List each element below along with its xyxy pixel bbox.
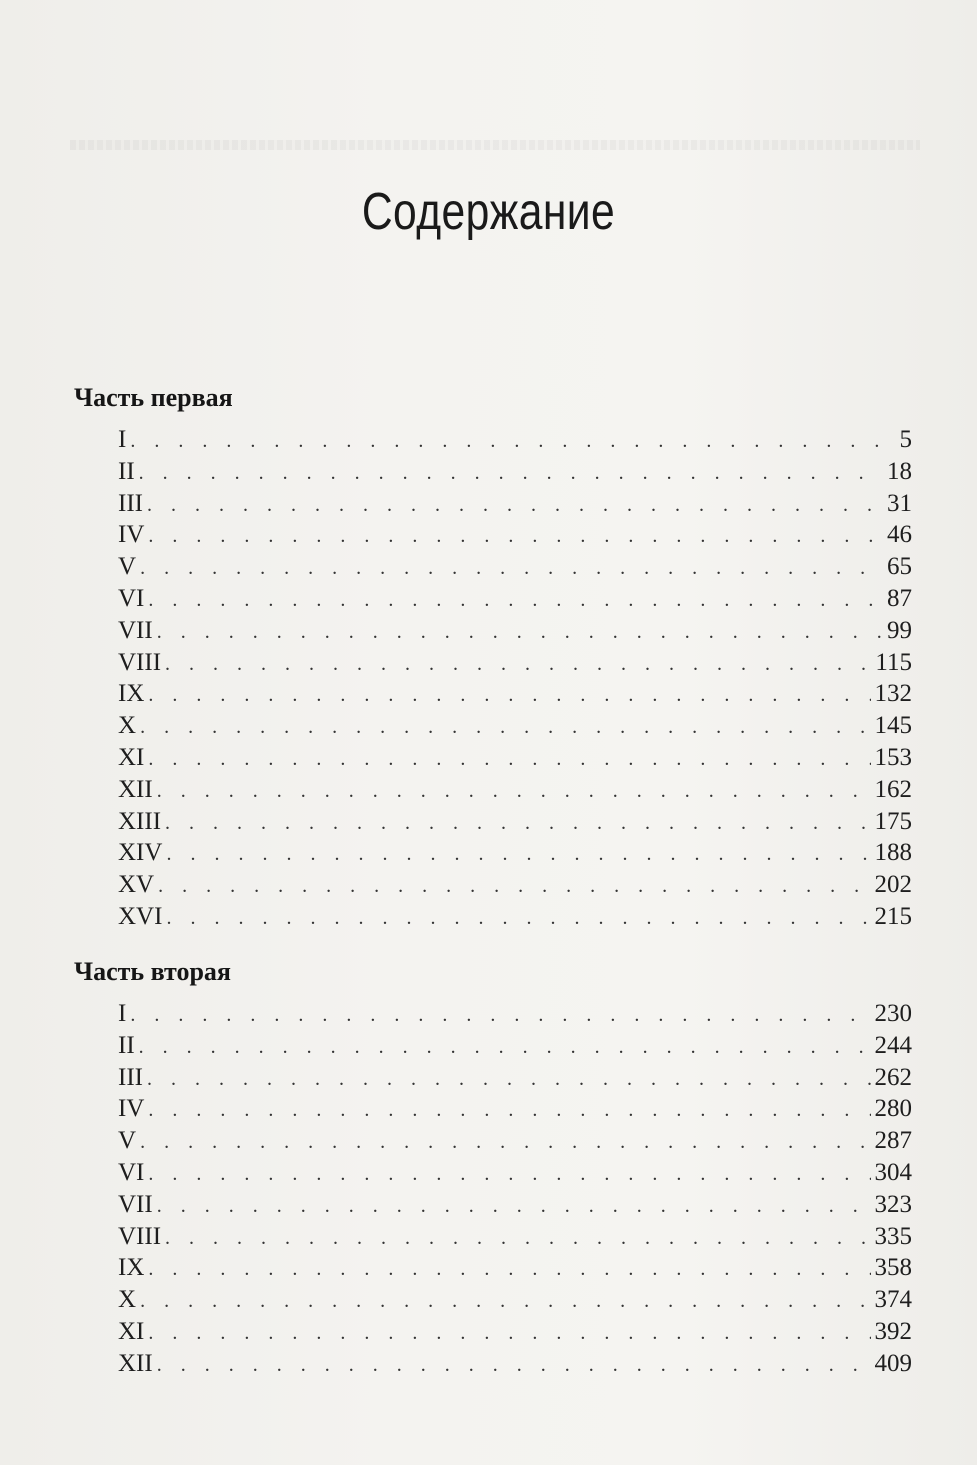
page-number: 392 xyxy=(874,1317,912,1345)
page-number: 188 xyxy=(874,839,912,867)
toc-part-two xyxy=(74,954,912,1380)
dot-leader xyxy=(147,1064,871,1096)
page-number: 304 xyxy=(874,1158,912,1186)
toc-entry xyxy=(74,901,912,933)
toc-entry xyxy=(74,1093,912,1125)
toc-entry xyxy=(74,1125,912,1157)
dot-leader xyxy=(148,1159,870,1191)
page-number: 115 xyxy=(875,648,912,676)
toc-entry xyxy=(74,1252,912,1284)
page-number: 145 xyxy=(874,712,912,740)
toc-entry xyxy=(74,1221,912,1253)
toc-entry xyxy=(74,869,912,901)
chapter-number: XIII xyxy=(118,807,162,835)
chapter-number: VI xyxy=(118,584,145,612)
toc-entry xyxy=(74,742,912,774)
dot-leader xyxy=(165,1223,870,1255)
toc-entry xyxy=(74,710,912,742)
dot-leader xyxy=(140,553,883,585)
toc-entry-list xyxy=(74,424,912,933)
chapter-number: VII xyxy=(118,616,153,644)
dot-leader xyxy=(130,1000,870,1032)
chapter-number: I xyxy=(118,426,127,453)
page-number: 358 xyxy=(874,1254,912,1282)
chapter-number: VI xyxy=(118,1158,145,1186)
toc-entry xyxy=(74,424,912,456)
chapter-number: V xyxy=(118,553,137,581)
toc-entry xyxy=(74,1157,912,1189)
toc-entry xyxy=(74,678,912,710)
show-through-rule xyxy=(70,140,920,150)
toc-entry xyxy=(74,1316,912,1348)
dot-leader xyxy=(140,1286,870,1318)
page-number: 244 xyxy=(874,1031,912,1059)
chapter-number: XVI xyxy=(118,902,163,930)
chapter-number: VIII xyxy=(118,1222,162,1250)
part-heading: Часть первая xyxy=(74,383,233,412)
toc-entry xyxy=(74,1284,912,1316)
chapter-number: XII xyxy=(118,1349,153,1377)
chapter-number: XV xyxy=(118,871,155,899)
toc-entry xyxy=(74,1348,912,1380)
dot-leader xyxy=(140,712,870,744)
toc-entry xyxy=(74,1189,912,1221)
dot-leader xyxy=(140,1127,870,1159)
chapter-number: X xyxy=(118,712,137,740)
chapter-number: VIII xyxy=(118,648,162,676)
dot-leader xyxy=(148,680,870,712)
dot-leader xyxy=(157,617,883,649)
toc-entry xyxy=(74,519,912,551)
toc-entry xyxy=(74,456,912,488)
page-number: 5 xyxy=(899,426,912,453)
chapter-number: IX xyxy=(118,1254,145,1282)
toc-part-one xyxy=(74,380,912,933)
page-number: 87 xyxy=(887,584,912,612)
toc-entry xyxy=(74,806,912,838)
dot-leader xyxy=(158,871,870,903)
chapter-number: IX xyxy=(118,680,145,708)
chapter-number: III xyxy=(118,489,143,517)
chapter-number: V xyxy=(118,1127,137,1155)
page-number: 153 xyxy=(874,743,912,771)
page-number: 46 xyxy=(887,521,912,549)
toc-entry xyxy=(74,1062,912,1094)
page-number: 202 xyxy=(874,871,912,899)
dot-leader xyxy=(166,903,870,935)
dot-leader xyxy=(148,521,883,553)
dot-leader xyxy=(157,776,871,808)
dot-leader xyxy=(165,808,870,840)
page-number: 287 xyxy=(874,1127,912,1155)
dot-leader xyxy=(148,1318,870,1350)
page-number: 18 xyxy=(887,457,912,485)
page-number: 409 xyxy=(874,1349,912,1377)
page-number: 374 xyxy=(874,1286,912,1314)
toc-entry xyxy=(74,551,912,583)
chapter-number: XIV xyxy=(118,839,163,867)
dot-leader xyxy=(148,1254,870,1286)
page-number: 175 xyxy=(874,807,912,835)
chapter-number: XII xyxy=(118,775,153,803)
dot-leader xyxy=(165,649,871,681)
toc-entry-list xyxy=(74,998,912,1380)
chapter-number: III xyxy=(118,1063,143,1091)
toc-entry xyxy=(74,774,912,806)
dot-leader xyxy=(148,585,883,617)
toc-entry xyxy=(74,837,912,869)
toc-entry xyxy=(74,583,912,615)
toc-entry xyxy=(74,615,912,647)
chapter-number: IV xyxy=(118,1095,145,1123)
page-number: 280 xyxy=(874,1095,912,1123)
dot-leader xyxy=(130,426,895,458)
page-number: 65 xyxy=(887,553,912,581)
dot-leader xyxy=(139,458,883,490)
chapter-number: XI xyxy=(118,1317,145,1345)
page-number: 230 xyxy=(874,1000,912,1027)
dot-leader xyxy=(148,744,870,776)
dot-leader xyxy=(157,1350,871,1382)
part-heading: Часть вторая xyxy=(74,957,231,986)
page-number: 99 xyxy=(887,616,912,644)
toc-entry xyxy=(74,488,912,520)
page-number: 215 xyxy=(874,902,912,930)
chapter-number: X xyxy=(118,1286,137,1314)
toc-entry xyxy=(74,647,912,679)
dot-leader xyxy=(157,1191,871,1223)
chapter-number: IV xyxy=(118,521,145,549)
dot-leader xyxy=(139,1032,871,1064)
page-number: 335 xyxy=(874,1222,912,1250)
page-title: Содержание xyxy=(361,183,616,241)
toc-entry xyxy=(74,998,912,1030)
dot-leader xyxy=(166,839,870,871)
page-number: 132 xyxy=(874,680,912,708)
chapter-number: XI xyxy=(118,743,145,771)
page-number: 323 xyxy=(874,1190,912,1218)
chapter-number: VII xyxy=(118,1190,153,1218)
toc-entry xyxy=(74,1030,912,1062)
chapter-number: II xyxy=(118,457,135,485)
chapter-number: I xyxy=(118,1000,127,1027)
page-number: 162 xyxy=(874,775,912,803)
page-number: 262 xyxy=(874,1063,912,1091)
page-number: 31 xyxy=(887,489,912,517)
chapter-number: II xyxy=(118,1031,135,1059)
dot-leader xyxy=(147,490,883,522)
dot-leader xyxy=(148,1095,870,1127)
